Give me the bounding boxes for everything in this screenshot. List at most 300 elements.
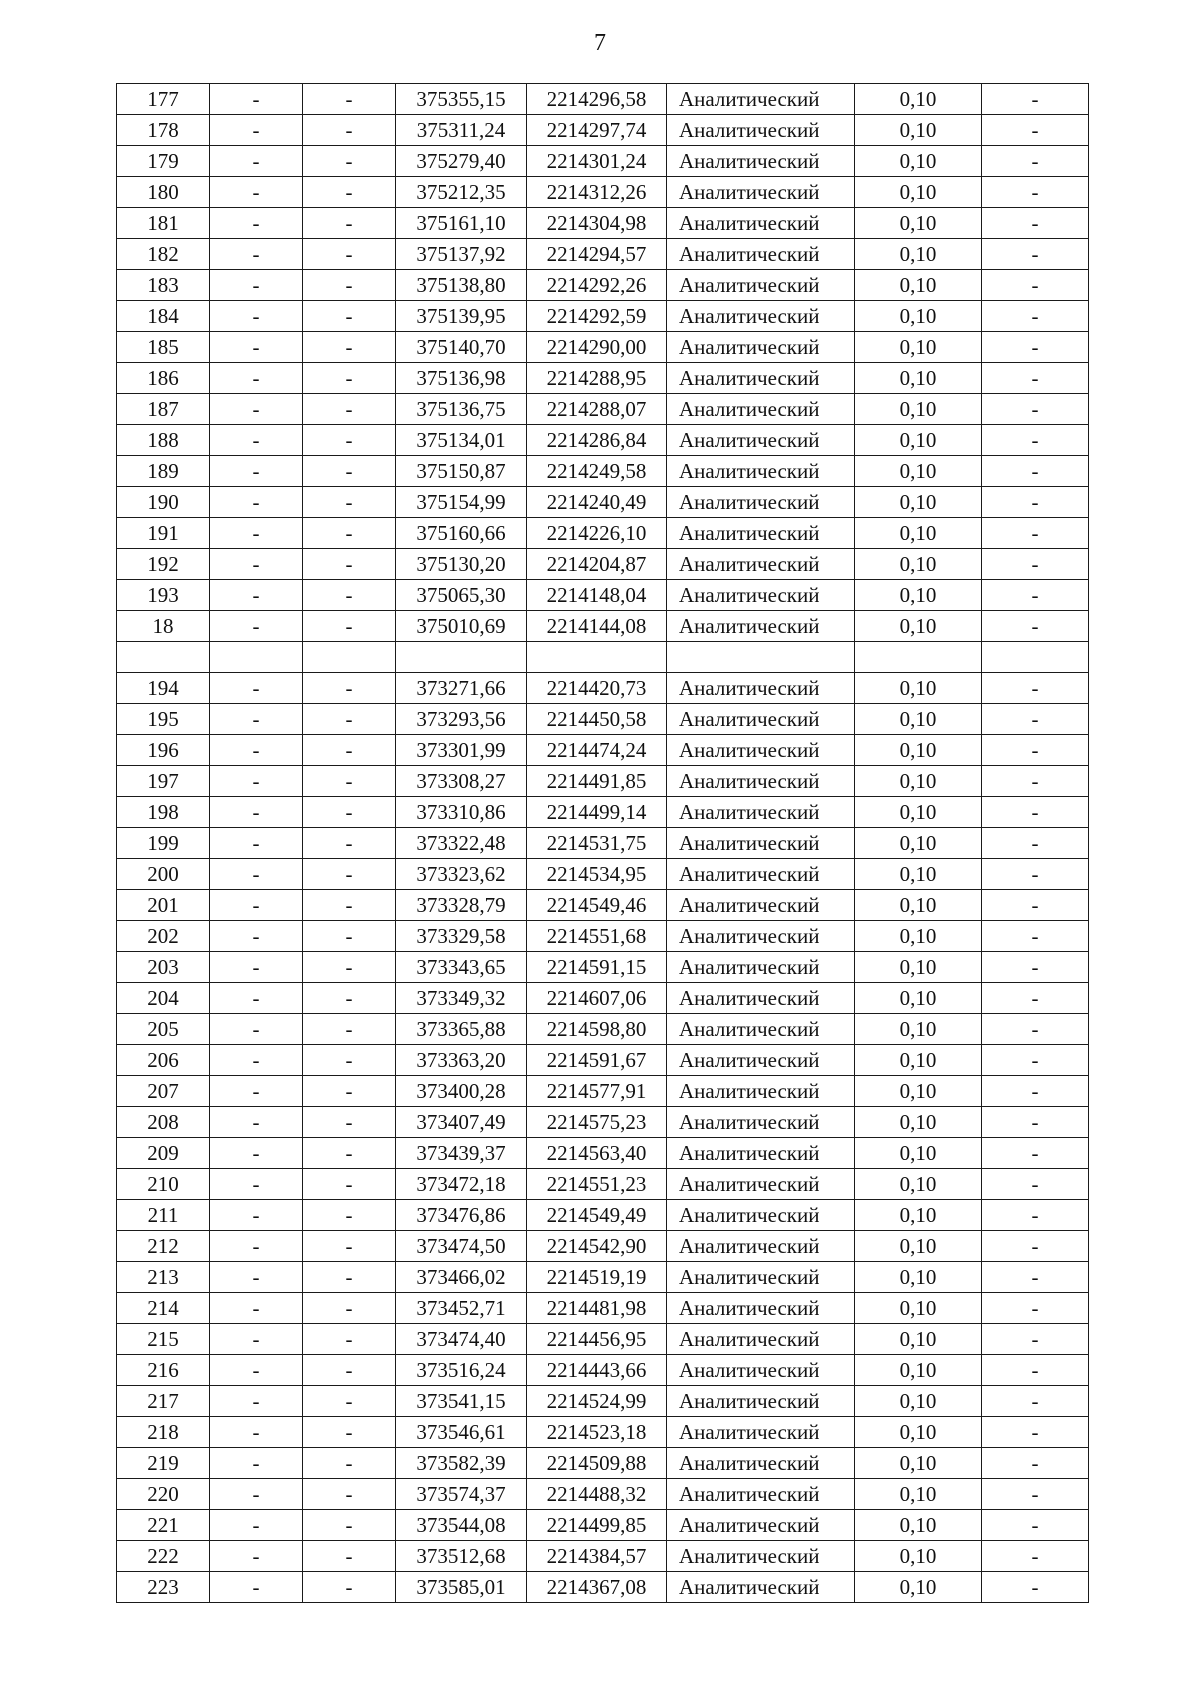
y-coordinate-cell: 2214519,19 (527, 1262, 667, 1293)
column-2-cell: - (210, 1200, 303, 1231)
precision-cell: 0,10 (855, 518, 982, 549)
point-number-cell: 204 (117, 983, 210, 1014)
method-cell: Аналитический (667, 146, 855, 177)
x-coordinate-cell: 373343,65 (396, 952, 527, 983)
point-number-cell: 194 (117, 673, 210, 704)
column-2-cell: - (210, 1479, 303, 1510)
table-row (117, 84, 1089, 115)
y-coordinate-cell: 2214509,88 (527, 1448, 667, 1479)
column-8-cell: - (982, 983, 1089, 1014)
column-3-cell: - (303, 1231, 396, 1262)
table-row (117, 704, 1089, 735)
y-coordinate-cell: 2214542,90 (527, 1231, 667, 1262)
precision-cell: 0,10 (855, 1293, 982, 1324)
point-number-cell: 214 (117, 1293, 210, 1324)
column-2-cell: - (210, 1262, 303, 1293)
method-cell: Аналитический (667, 270, 855, 301)
x-coordinate-cell: 373516,24 (396, 1355, 527, 1386)
column-3-cell: - (303, 673, 396, 704)
column-8-cell: - (982, 456, 1089, 487)
x-coordinate-cell: 373365,88 (396, 1014, 527, 1045)
method-cell: Аналитический (667, 673, 855, 704)
method-cell: Аналитический (667, 394, 855, 425)
table-row (117, 1262, 1089, 1293)
column-2-cell: - (210, 1448, 303, 1479)
y-coordinate-cell: 2214312,26 (527, 177, 667, 208)
point-number-cell: 193 (117, 580, 210, 611)
table-row (117, 363, 1089, 394)
table-row (117, 611, 1089, 642)
table-row (117, 146, 1089, 177)
column-8-cell: - (982, 208, 1089, 239)
x-coordinate-cell: 373466,02 (396, 1262, 527, 1293)
column-3-cell: - (303, 208, 396, 239)
column-8-cell: - (982, 487, 1089, 518)
method-cell: Аналитический (667, 518, 855, 549)
table-row (117, 1138, 1089, 1169)
column-2-cell: - (210, 1231, 303, 1262)
column-3-cell: - (303, 1014, 396, 1045)
method-cell: Аналитический (667, 1045, 855, 1076)
column-3-cell: - (303, 549, 396, 580)
table-row (117, 177, 1089, 208)
y-coordinate-cell: 2214577,91 (527, 1076, 667, 1107)
table-row (117, 1386, 1089, 1417)
x-coordinate-cell: 373407,49 (396, 1107, 527, 1138)
precision-cell: 0,10 (855, 1572, 982, 1603)
table-row (117, 1076, 1089, 1107)
method-cell: Аналитический (667, 952, 855, 983)
column-8-cell: - (982, 1231, 1089, 1262)
precision-cell: 0,10 (855, 890, 982, 921)
method-cell: Аналитический (667, 1510, 855, 1541)
method-cell: Аналитический (667, 549, 855, 580)
y-coordinate-cell: 2214286,84 (527, 425, 667, 456)
point-number-cell: 217 (117, 1386, 210, 1417)
column-8-cell: - (982, 1324, 1089, 1355)
column-8-cell: - (982, 549, 1089, 580)
precision-cell: 0,10 (855, 766, 982, 797)
y-coordinate-cell: 2214292,59 (527, 301, 667, 332)
column-8-cell: - (982, 177, 1089, 208)
column-2-cell: - (210, 84, 303, 115)
column-8-cell: - (982, 859, 1089, 890)
method-cell: Аналитический (667, 425, 855, 456)
column-2-cell: - (210, 456, 303, 487)
x-coordinate-cell: 373546,61 (396, 1417, 527, 1448)
y-coordinate-cell: 2214367,08 (527, 1572, 667, 1603)
x-coordinate-cell: 373322,48 (396, 828, 527, 859)
precision-cell: 0,10 (855, 735, 982, 766)
method-cell: Аналитический (667, 735, 855, 766)
precision-cell: 0,10 (855, 1386, 982, 1417)
point-number-cell: 195 (117, 704, 210, 735)
method-cell: Аналитический (667, 1417, 855, 1448)
column-3-cell: - (303, 704, 396, 735)
column-8-cell: - (982, 673, 1089, 704)
table-row (117, 1324, 1089, 1355)
y-coordinate-cell: 2214296,58 (527, 84, 667, 115)
column-3-cell: - (303, 611, 396, 642)
point-number-cell: 190 (117, 487, 210, 518)
method-cell: Аналитический (667, 828, 855, 859)
column-3-cell: - (303, 1572, 396, 1603)
method-cell: Аналитический (667, 456, 855, 487)
precision-cell: 0,10 (855, 270, 982, 301)
column-2-cell: - (210, 580, 303, 611)
table-row (117, 952, 1089, 983)
y-coordinate-cell: 2214524,99 (527, 1386, 667, 1417)
table-row (117, 797, 1089, 828)
precision-cell: 0,10 (855, 921, 982, 952)
column-8-cell: - (982, 1386, 1089, 1417)
method-cell: Аналитический (667, 1262, 855, 1293)
point-number-cell: 205 (117, 1014, 210, 1045)
column-2-cell: - (210, 425, 303, 456)
method-cell: Аналитический (667, 1324, 855, 1355)
y-coordinate-cell: 2214443,66 (527, 1355, 667, 1386)
table-row (117, 890, 1089, 921)
x-coordinate-cell: 373293,56 (396, 704, 527, 735)
column-3-cell: - (303, 146, 396, 177)
column-2-cell: - (210, 487, 303, 518)
precision-cell: 0,10 (855, 1169, 982, 1200)
point-number-cell (117, 642, 210, 673)
point-number-cell: 201 (117, 890, 210, 921)
column-8-cell: - (982, 704, 1089, 735)
x-coordinate-cell: 373544,08 (396, 1510, 527, 1541)
table-row (117, 735, 1089, 766)
column-3-cell: - (303, 1448, 396, 1479)
table-row (117, 1355, 1089, 1386)
y-coordinate-cell: 2214474,24 (527, 735, 667, 766)
x-coordinate-cell: 373476,86 (396, 1200, 527, 1231)
y-coordinate-cell: 2214204,87 (527, 549, 667, 580)
precision-cell: 0,10 (855, 952, 982, 983)
column-8-cell: - (982, 1200, 1089, 1231)
point-number-cell: 215 (117, 1324, 210, 1355)
column-3-cell: - (303, 1076, 396, 1107)
column-8-cell: - (982, 1355, 1089, 1386)
precision-cell: 0,10 (855, 1045, 982, 1076)
column-3-cell: - (303, 394, 396, 425)
y-coordinate-cell: 2214563,40 (527, 1138, 667, 1169)
method-cell: Аналитический (667, 859, 855, 890)
precision-cell: 0,10 (855, 208, 982, 239)
point-number-cell: 181 (117, 208, 210, 239)
column-3-cell: - (303, 983, 396, 1014)
table-row (117, 456, 1089, 487)
column-8-cell: - (982, 1510, 1089, 1541)
column-8-cell: - (982, 921, 1089, 952)
point-number-cell: 178 (117, 115, 210, 146)
column-2-cell (210, 642, 303, 673)
precision-cell: 0,10 (855, 115, 982, 146)
method-cell: Аналитический (667, 363, 855, 394)
point-number-cell: 183 (117, 270, 210, 301)
table-row (117, 1231, 1089, 1262)
table-row (117, 828, 1089, 859)
column-2-cell: - (210, 1045, 303, 1076)
column-3-cell: - (303, 270, 396, 301)
point-number-cell: 192 (117, 549, 210, 580)
column-3-cell: - (303, 580, 396, 611)
precision-cell: 0,10 (855, 239, 982, 270)
precision-cell: 0,10 (855, 1324, 982, 1355)
spacer-row (117, 642, 1089, 673)
column-2-cell: - (210, 1169, 303, 1200)
column-2-cell: - (210, 1293, 303, 1324)
table-row (117, 1417, 1089, 1448)
point-number-cell: 198 (117, 797, 210, 828)
x-coordinate-cell: 375137,92 (396, 239, 527, 270)
column-8-cell: - (982, 1541, 1089, 1572)
column-2-cell: - (210, 766, 303, 797)
method-cell: Аналитический (667, 1386, 855, 1417)
column-3-cell: - (303, 1386, 396, 1417)
precision-cell: 0,10 (855, 1231, 982, 1262)
column-2-cell: - (210, 952, 303, 983)
precision-cell: 0,10 (855, 1448, 982, 1479)
column-2-cell: - (210, 611, 303, 642)
x-coordinate-cell: 375161,10 (396, 208, 527, 239)
point-number-cell: 186 (117, 363, 210, 394)
method-cell: Аналитический (667, 1541, 855, 1572)
column-2-cell: - (210, 921, 303, 952)
column-3-cell: - (303, 84, 396, 115)
method-cell: Аналитический (667, 766, 855, 797)
precision-cell: 0,10 (855, 580, 982, 611)
point-number-cell: 206 (117, 1045, 210, 1076)
column-2-cell: - (210, 146, 303, 177)
x-coordinate-cell: 375136,75 (396, 394, 527, 425)
point-number-cell: 177 (117, 84, 210, 115)
column-2-cell: - (210, 735, 303, 766)
column-8-cell: - (982, 146, 1089, 177)
x-coordinate-cell: 375136,98 (396, 363, 527, 394)
column-2-cell: - (210, 1014, 303, 1045)
y-coordinate-cell: 2214549,46 (527, 890, 667, 921)
y-coordinate-cell: 2214591,15 (527, 952, 667, 983)
y-coordinate-cell (527, 642, 667, 673)
method-cell: Аналитический (667, 921, 855, 952)
column-3-cell: - (303, 332, 396, 363)
point-number-cell: 209 (117, 1138, 210, 1169)
method-cell: Аналитический (667, 301, 855, 332)
table-row (117, 301, 1089, 332)
method-cell: Аналитический (667, 177, 855, 208)
method-cell: Аналитический (667, 1572, 855, 1603)
column-3-cell: - (303, 952, 396, 983)
method-cell: Аналитический (667, 84, 855, 115)
point-number-cell: 179 (117, 146, 210, 177)
column-2-cell: - (210, 518, 303, 549)
x-coordinate-cell: 373474,40 (396, 1324, 527, 1355)
precision-cell: 0,10 (855, 1510, 982, 1541)
column-3-cell: - (303, 1355, 396, 1386)
precision-cell: 0,10 (855, 1479, 982, 1510)
point-number-cell: 185 (117, 332, 210, 363)
method-cell: Аналитический (667, 1169, 855, 1200)
y-coordinate-cell: 2214607,06 (527, 983, 667, 1014)
column-2-cell: - (210, 239, 303, 270)
point-number-cell: 191 (117, 518, 210, 549)
method-cell: Аналитический (667, 611, 855, 642)
point-number-cell: 182 (117, 239, 210, 270)
x-coordinate-cell: 373582,39 (396, 1448, 527, 1479)
table-row (117, 1200, 1089, 1231)
precision-cell: 0,10 (855, 456, 982, 487)
column-3-cell: - (303, 1169, 396, 1200)
method-cell: Аналитический (667, 1138, 855, 1169)
column-3-cell: - (303, 766, 396, 797)
precision-cell: 0,10 (855, 1076, 982, 1107)
column-2-cell: - (210, 1510, 303, 1541)
column-3-cell: - (303, 115, 396, 146)
column-2-cell: - (210, 704, 303, 735)
precision-cell: 0,10 (855, 1107, 982, 1138)
x-coordinate-cell: 373452,71 (396, 1293, 527, 1324)
column-2-cell: - (210, 1541, 303, 1572)
column-2-cell: - (210, 828, 303, 859)
y-coordinate-cell: 2214292,26 (527, 270, 667, 301)
column-3-cell: - (303, 487, 396, 518)
column-8-cell: - (982, 1014, 1089, 1045)
y-coordinate-cell: 2214144,08 (527, 611, 667, 642)
table-row (117, 1293, 1089, 1324)
table-row (117, 1479, 1089, 1510)
column-3-cell: - (303, 239, 396, 270)
y-coordinate-cell: 2214549,49 (527, 1200, 667, 1231)
x-coordinate-cell: 373349,32 (396, 983, 527, 1014)
point-number-cell: 221 (117, 1510, 210, 1541)
point-number-cell: 189 (117, 456, 210, 487)
x-coordinate-cell: 373474,50 (396, 1231, 527, 1262)
y-coordinate-cell: 2214488,32 (527, 1479, 667, 1510)
y-coordinate-cell: 2214384,57 (527, 1541, 667, 1572)
y-coordinate-cell: 2214294,57 (527, 239, 667, 270)
method-cell: Аналитический (667, 1479, 855, 1510)
column-3-cell: - (303, 1107, 396, 1138)
method-cell: Аналитический (667, 890, 855, 921)
point-number-cell: 223 (117, 1572, 210, 1603)
table-row (117, 673, 1089, 704)
column-2-cell: - (210, 332, 303, 363)
column-8-cell (982, 642, 1089, 673)
column-8-cell: - (982, 766, 1089, 797)
method-cell: Аналитический (667, 1076, 855, 1107)
column-8-cell: - (982, 952, 1089, 983)
method-cell: Аналитический (667, 487, 855, 518)
column-3-cell: - (303, 735, 396, 766)
column-2-cell: - (210, 549, 303, 580)
x-coordinate-cell: 375138,80 (396, 270, 527, 301)
x-coordinate-cell: 375279,40 (396, 146, 527, 177)
column-3-cell: - (303, 1045, 396, 1076)
x-coordinate-cell: 375065,30 (396, 580, 527, 611)
table-row (117, 239, 1089, 270)
x-coordinate-cell: 373328,79 (396, 890, 527, 921)
method-cell: Аналитический (667, 115, 855, 146)
point-number-cell: 197 (117, 766, 210, 797)
column-3-cell: - (303, 828, 396, 859)
method-cell (667, 642, 855, 673)
column-8-cell: - (982, 580, 1089, 611)
table-row (117, 1510, 1089, 1541)
x-coordinate-cell: 373271,66 (396, 673, 527, 704)
point-number-cell: 200 (117, 859, 210, 890)
column-8-cell: - (982, 115, 1089, 146)
column-2-cell: - (210, 983, 303, 1014)
table-row (117, 208, 1089, 239)
column-2-cell: - (210, 1107, 303, 1138)
point-number-cell: 202 (117, 921, 210, 952)
y-coordinate-cell: 2214575,23 (527, 1107, 667, 1138)
point-number-cell: 216 (117, 1355, 210, 1386)
table-body (117, 84, 1089, 1603)
y-coordinate-cell: 2214450,58 (527, 704, 667, 735)
column-3-cell: - (303, 859, 396, 890)
point-number-cell: 218 (117, 1417, 210, 1448)
method-cell: Аналитический (667, 332, 855, 363)
y-coordinate-cell: 2214288,07 (527, 394, 667, 425)
x-coordinate-cell: 375130,20 (396, 549, 527, 580)
column-2-cell: - (210, 1355, 303, 1386)
precision-cell: 0,10 (855, 487, 982, 518)
method-cell: Аналитический (667, 239, 855, 270)
point-number-cell: 211 (117, 1200, 210, 1231)
table-row (117, 1169, 1089, 1200)
column-8-cell: - (982, 239, 1089, 270)
y-coordinate-cell: 2214551,68 (527, 921, 667, 952)
precision-cell: 0,10 (855, 1417, 982, 1448)
point-number-cell: 219 (117, 1448, 210, 1479)
x-coordinate-cell: 373439,37 (396, 1138, 527, 1169)
column-8-cell: - (982, 1107, 1089, 1138)
point-number-cell: 222 (117, 1541, 210, 1572)
column-3-cell: - (303, 1138, 396, 1169)
x-coordinate-cell: 373574,37 (396, 1479, 527, 1510)
x-coordinate-cell: 375311,24 (396, 115, 527, 146)
column-2-cell: - (210, 1324, 303, 1355)
column-8-cell: - (982, 301, 1089, 332)
y-coordinate-cell: 2214499,85 (527, 1510, 667, 1541)
point-number-cell: 187 (117, 394, 210, 425)
column-8-cell: - (982, 1138, 1089, 1169)
point-number-cell: 196 (117, 735, 210, 766)
table-row (117, 983, 1089, 1014)
y-coordinate-cell: 2214531,75 (527, 828, 667, 859)
column-2-cell: - (210, 890, 303, 921)
column-8-cell: - (982, 797, 1089, 828)
x-coordinate-cell: 375212,35 (396, 177, 527, 208)
y-coordinate-cell: 2214499,14 (527, 797, 667, 828)
table-row (117, 425, 1089, 456)
column-8-cell: - (982, 332, 1089, 363)
column-3-cell: - (303, 456, 396, 487)
precision-cell: 0,10 (855, 332, 982, 363)
column-2-cell: - (210, 301, 303, 332)
table-row (117, 921, 1089, 952)
table-row (117, 1107, 1089, 1138)
column-8-cell: - (982, 518, 1089, 549)
column-3-cell: - (303, 1200, 396, 1231)
table-row (117, 115, 1089, 146)
precision-cell: 0,10 (855, 859, 982, 890)
point-number-cell: 207 (117, 1076, 210, 1107)
column-8-cell: - (982, 270, 1089, 301)
x-coordinate-cell: 373329,58 (396, 921, 527, 952)
